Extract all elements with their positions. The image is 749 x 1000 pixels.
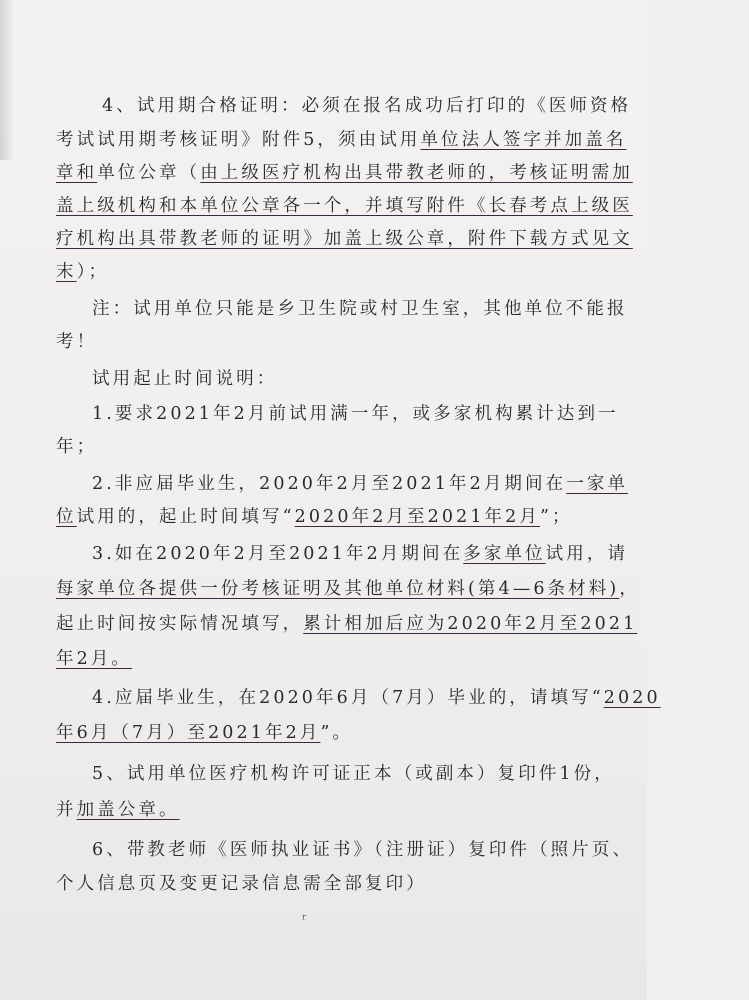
text-segment: 考！: [56, 332, 98, 352]
text-segment: ）；: [76, 262, 110, 282]
item-2-line-1: [0, 470, 739, 498]
item-3-line-1: [0, 540, 739, 568]
underlined-text: 章和: [56, 163, 98, 183]
text-segment: 年；: [56, 437, 98, 457]
paragraph-4-line-5: [0, 225, 703, 253]
text-segment: 3.如在2020年2月至2021年2月期间在: [92, 544, 464, 564]
text-segment: 个人信息页及变更记录信息需全部复印）: [56, 874, 427, 894]
text-segment: 注：试用单位只能是乡卫生院或村卫生室，其他单位不能报: [92, 299, 628, 319]
underlined-text: 多家单位: [463, 544, 546, 564]
item-2-line-2: [0, 503, 703, 531]
item-4-line-1: [0, 684, 739, 712]
note-line-1: [0, 295, 739, 323]
underlined-text: 加盖公章。: [76, 800, 180, 820]
text-segment: 4、试用期合格证明：必须在报名成功后打印的《医师资格: [102, 96, 632, 116]
paragraph-6-line-1: [0, 836, 739, 864]
text-segment: 考试试用期考核证明》附件5，须由试用: [56, 130, 421, 150]
paragraph-4-line-3: [0, 159, 703, 187]
text-segment: 单位公章（: [97, 163, 201, 183]
text-segment: 试用，请: [545, 544, 629, 564]
text-segment: ”。: [320, 723, 354, 743]
underlined-text: 位: [56, 507, 77, 527]
paragraph-5-line-2: [0, 796, 703, 824]
paragraph-4-line-1: [0, 92, 749, 120]
underlined-text: 年6月（7月）至2021年2月: [56, 723, 321, 743]
paragraph-4-line-4: [0, 192, 703, 220]
text-segment: 试用起止时间说明：: [92, 369, 278, 389]
paragraph-4-line-6: [0, 258, 703, 286]
underlined-text: 盖上级机构和本单位公章各一个，并填写附件《长春考点上级医: [56, 196, 633, 216]
item-3-line-4: [0, 645, 703, 673]
underlined-text: 年2月。: [56, 649, 133, 669]
text-segment: ，: [619, 579, 640, 599]
note-line-2: [0, 328, 703, 356]
trial-period-heading: [0, 365, 739, 393]
underlined-text: 疗机构出具带教老师的证明》加盖上级公章，附件下载方式见文: [56, 229, 633, 249]
underlined-text: 单位法人签字并加盖名: [420, 130, 627, 150]
text-segment: ”；: [540, 507, 573, 527]
item-3-line-2: [0, 575, 703, 603]
text-segment: 6、带教老师《医师执业证书》（注册证）复印件（照片页、: [92, 840, 634, 860]
underlined-text: 每家单位各提供一份考核证明及其他单位材料(第4—6条材料): [56, 579, 620, 599]
underlined-text: 末: [56, 262, 77, 282]
item-1-line-1: [0, 400, 739, 428]
text-segment: 5、试用单位医疗机构许可证正本（或副本）复印件1份，: [92, 764, 615, 784]
text-segment: 并: [56, 800, 77, 820]
text-segment: 4.应届毕业生，在2020年6月（7月）毕业的，请填写“: [92, 688, 604, 708]
item-3-line-3: [0, 610, 703, 638]
item-4-line-2: [0, 719, 703, 747]
text-segment: 起止时间按实际情况填写，: [56, 614, 304, 634]
underlined-text: 累计相加后应为2020年2月至2021: [303, 614, 638, 634]
underlined-text: 由上级医疗机构出具带教老师的，考核证明需加: [200, 163, 633, 183]
text-segment: 1.要求2021年2月前试用满一年，或多家机构累计达到一: [92, 404, 619, 424]
page-footer-mark: ʳ: [302, 912, 307, 928]
paragraph-6-line-2: [0, 870, 703, 898]
text-segment: 试用的，起止时间填写“: [76, 507, 295, 527]
underlined-text: 2020年2月至2021年2月: [294, 507, 540, 527]
underlined-text: 一家单: [566, 474, 629, 494]
underlined-text: 2020: [603, 688, 661, 708]
paragraph-4-line-2: [0, 126, 703, 154]
item-1-line-2: [0, 433, 703, 461]
paragraph-5-line-1: [0, 760, 739, 788]
text-segment: 2.非应届毕业生，2020年2月至2021年2月期间在: [92, 474, 567, 494]
